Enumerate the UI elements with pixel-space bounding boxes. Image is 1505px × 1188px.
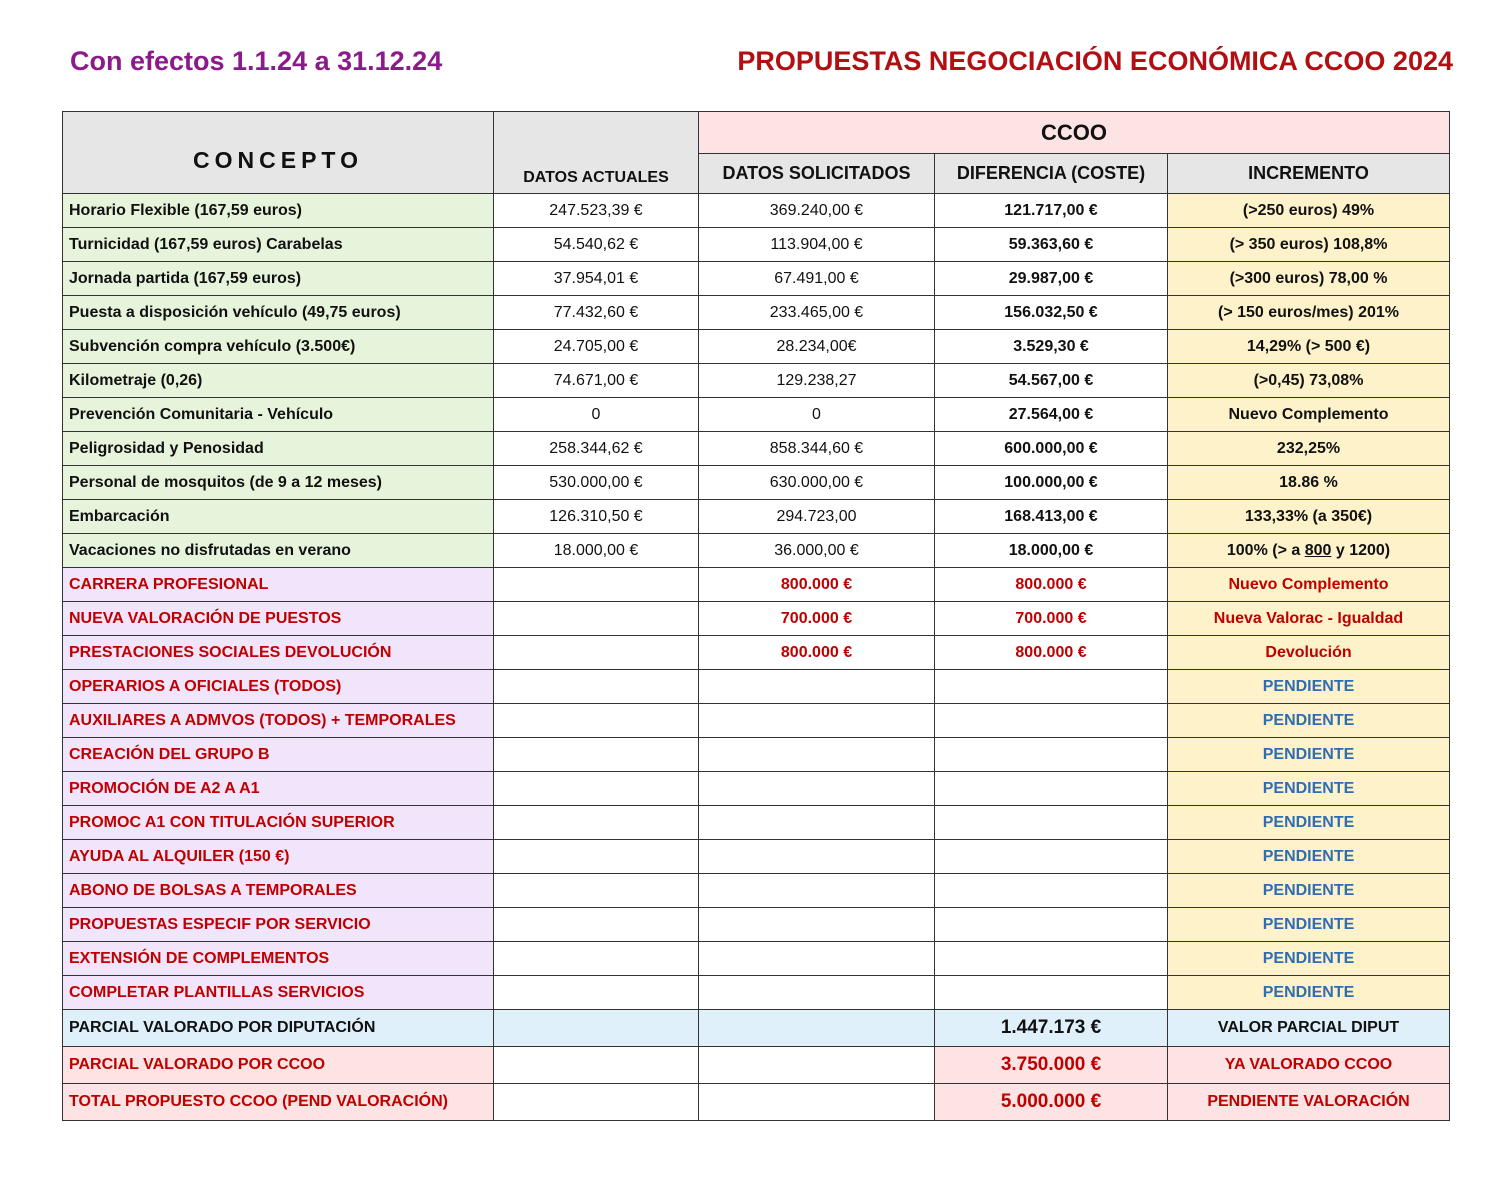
row-diferencia <box>935 704 1168 738</box>
row-diferencia: 700.000 € <box>935 602 1168 636</box>
row-actual: 77.432,60 € <box>494 296 699 330</box>
row-actual <box>494 1084 699 1121</box>
row-solicitado <box>699 1010 935 1047</box>
total-row-ccoo <box>63 1047 1450 1084</box>
row-diferencia <box>935 806 1168 840</box>
header-diferencia: DIFERENCIA (COSTE) <box>935 154 1168 194</box>
row-solicitado <box>699 1084 935 1121</box>
table-row <box>63 806 1450 840</box>
row-diferencia: 29.987,00 € <box>935 262 1168 296</box>
row-incremento: PENDIENTE <box>1168 908 1450 942</box>
row-incremento: Nueva Valorac - Igualdad <box>1168 602 1450 636</box>
row-diferencia: 3.750.000 € <box>935 1047 1168 1084</box>
row-actual <box>494 1047 699 1084</box>
table-row <box>63 772 1450 806</box>
row-solicitado: 113.904,00 € <box>699 228 935 262</box>
row-actual <box>494 840 699 874</box>
row-incremento: PENDIENTE <box>1168 942 1450 976</box>
row-concepto: PARCIAL VALORADO POR DIPUTACIÓN <box>63 1010 494 1047</box>
row-diferencia <box>935 670 1168 704</box>
row-diferencia: 54.567,00 € <box>935 364 1168 398</box>
row-concepto: Horario Flexible (167,59 euros) <box>63 194 494 228</box>
table-row <box>63 534 1450 568</box>
row-incremento: Nuevo Complemento <box>1168 398 1450 432</box>
row-solicitado <box>699 1047 935 1084</box>
row-concepto: AYUDA AL ALQUILER (150 €) <box>63 840 494 874</box>
table-row <box>63 874 1450 908</box>
row-concepto: Subvención compra vehículo (3.500€) <box>63 330 494 364</box>
row-diferencia: 800.000 € <box>935 568 1168 602</box>
table-row <box>63 262 1450 296</box>
row-actual: 24.705,00 € <box>494 330 699 364</box>
row-actual <box>494 874 699 908</box>
row-concepto: Peligrosidad y Penosidad <box>63 432 494 466</box>
row-actual <box>494 602 699 636</box>
row-concepto: Vacaciones no disfrutadas en verano <box>63 534 494 568</box>
incremento-underlined: 800 <box>1304 541 1332 559</box>
row-solicitado: 294.723,00 <box>699 500 935 534</box>
row-diferencia: 3.529,30 € <box>935 330 1168 364</box>
row-solicitado: 0 <box>699 398 935 432</box>
row-concepto: OPERARIOS A OFICIALES (TODOS) <box>63 670 494 704</box>
row-diferencia <box>935 840 1168 874</box>
row-diferencia <box>935 874 1168 908</box>
row-diferencia <box>935 942 1168 976</box>
row-solicitado <box>699 704 935 738</box>
row-actual <box>494 772 699 806</box>
row-actual <box>494 738 699 772</box>
row-solicitado: 67.491,00 € <box>699 262 935 296</box>
row-actual: 74.671,00 € <box>494 364 699 398</box>
row-incremento: PENDIENTE <box>1168 738 1450 772</box>
row-solicitado <box>699 806 935 840</box>
table-row <box>63 432 1450 466</box>
row-solicitado: 858.344,60 € <box>699 432 935 466</box>
row-incremento: (> 350 euros) 108,8% <box>1168 228 1450 262</box>
row-concepto: CARRERA PROFESIONAL <box>63 568 494 602</box>
row-incremento: YA VALORADO CCOO <box>1168 1047 1450 1084</box>
table-row <box>63 908 1450 942</box>
row-diferencia <box>935 738 1168 772</box>
row-incremento <box>1168 534 1450 568</box>
proposals-table <box>62 111 1450 1121</box>
row-incremento: (>250 euros) 49% <box>1168 194 1450 228</box>
row-diferencia: 168.413,00 € <box>935 500 1168 534</box>
row-concepto: Puesta a disposición vehículo (49,75 euros) <box>63 296 494 330</box>
total-row-propuesto <box>63 1084 1450 1121</box>
incremento-text-pre: 100% (> a <box>1226 541 1305 559</box>
row-solicitado: 800.000 € <box>699 568 935 602</box>
row-diferencia: 800.000 € <box>935 636 1168 670</box>
row-incremento: 14,29% (> 500 €) <box>1168 330 1450 364</box>
row-incremento: 232,25% <box>1168 432 1450 466</box>
table-row <box>63 636 1450 670</box>
row-solicitado <box>699 976 935 1010</box>
header-concepto: CONCEPTO <box>63 112 494 194</box>
row-actual: 37.954,01 € <box>494 262 699 296</box>
row-actual: 258.344,62 € <box>494 432 699 466</box>
row-incremento: PENDIENTE <box>1168 670 1450 704</box>
row-diferencia: 59.363,60 € <box>935 228 1168 262</box>
row-solicitado <box>699 908 935 942</box>
table-row <box>63 568 1450 602</box>
row-actual: 247.523,39 € <box>494 194 699 228</box>
row-solicitado <box>699 738 935 772</box>
incremento-text-post: y 1200) <box>1331 541 1391 559</box>
row-diferencia: 121.717,00 € <box>935 194 1168 228</box>
row-incremento: PENDIENTE VALORACIÓN <box>1168 1084 1450 1121</box>
row-concepto: ABONO DE BOLSAS A TEMPORALES <box>63 874 494 908</box>
row-solicitado: 800.000 € <box>699 636 935 670</box>
row-actual <box>494 670 699 704</box>
row-concepto: COMPLETAR PLANTILLAS SERVICIOS <box>63 976 494 1010</box>
row-diferencia <box>935 908 1168 942</box>
row-solicitado: 129.238,27 <box>699 364 935 398</box>
row-concepto: Prevención Comunitaria - Vehículo <box>63 398 494 432</box>
row-incremento: (> 150 euros/mes) 201% <box>1168 296 1450 330</box>
row-incremento: (>300 euros) 78,00 % <box>1168 262 1450 296</box>
row-concepto: PRESTACIONES SOCIALES DEVOLUCIÓN <box>63 636 494 670</box>
row-solicitado <box>699 840 935 874</box>
row-solicitado: 369.240,00 € <box>699 194 935 228</box>
table-row <box>63 228 1450 262</box>
row-concepto: PARCIAL VALORADO POR CCOO <box>63 1047 494 1084</box>
row-incremento: PENDIENTE <box>1168 840 1450 874</box>
row-actual <box>494 704 699 738</box>
row-incremento: Nuevo Complemento <box>1168 568 1450 602</box>
row-concepto: Turnicidad (167,59 euros) Carabelas <box>63 228 494 262</box>
table-row <box>63 704 1450 738</box>
header-ccoo: CCOO <box>699 112 1450 154</box>
row-actual <box>494 1010 699 1047</box>
row-diferencia: 27.564,00 € <box>935 398 1168 432</box>
row-solicitado: 36.000,00 € <box>699 534 935 568</box>
row-diferencia: 156.032,50 € <box>935 296 1168 330</box>
table-row <box>63 976 1450 1010</box>
row-incremento: PENDIENTE <box>1168 976 1450 1010</box>
table-row <box>63 398 1450 432</box>
row-actual: 18.000,00 € <box>494 534 699 568</box>
table-row <box>63 738 1450 772</box>
row-solicitado <box>699 874 935 908</box>
row-actual <box>494 636 699 670</box>
row-concepto: Embarcación <box>63 500 494 534</box>
table-row <box>63 670 1450 704</box>
row-concepto: Kilometraje (0,26) <box>63 364 494 398</box>
row-diferencia <box>935 976 1168 1010</box>
row-actual: 530.000,00 € <box>494 466 699 500</box>
row-diferencia: 600.000,00 € <box>935 432 1168 466</box>
row-diferencia <box>935 772 1168 806</box>
row-concepto: Jornada partida (167,59 euros) <box>63 262 494 296</box>
row-solicitado: 630.000,00 € <box>699 466 935 500</box>
row-concepto: Personal de mosquitos (de 9 a 12 meses) <box>63 466 494 500</box>
row-incremento: PENDIENTE <box>1168 772 1450 806</box>
row-solicitado <box>699 772 935 806</box>
table-row <box>63 840 1450 874</box>
row-actual <box>494 568 699 602</box>
row-incremento: VALOR PARCIAL DIPUT <box>1168 1010 1450 1047</box>
row-actual: 0 <box>494 398 699 432</box>
row-solicitado: 28.234,00€ <box>699 330 935 364</box>
row-diferencia: 18.000,00 € <box>935 534 1168 568</box>
row-concepto: CREACIÓN DEL GRUPO B <box>63 738 494 772</box>
row-actual <box>494 806 699 840</box>
row-incremento: 18.86 % <box>1168 466 1450 500</box>
row-concepto: PROMOC A1 CON TITULACIÓN SUPERIOR <box>63 806 494 840</box>
row-solicitado: 700.000 € <box>699 602 935 636</box>
table-row <box>63 942 1450 976</box>
effective-dates-title: Con efectos 1.1.24 a 31.12.24 <box>70 46 443 76</box>
table-row <box>63 466 1450 500</box>
row-incremento: 133,33% (a 350€) <box>1168 500 1450 534</box>
row-concepto: TOTAL PROPUESTO CCOO (PEND VALORACIÓN) <box>63 1084 494 1121</box>
table-row <box>63 296 1450 330</box>
row-concepto: AUXILIARES A ADMVOS (TODOS) + TEMPORALES <box>63 704 494 738</box>
row-actual <box>494 976 699 1010</box>
row-diferencia: 5.000.000 € <box>935 1084 1168 1121</box>
table-row <box>63 602 1450 636</box>
header-incremento: INCREMENTO <box>1168 154 1450 194</box>
row-incremento: PENDIENTE <box>1168 874 1450 908</box>
row-incremento: Devolución <box>1168 636 1450 670</box>
table-row <box>63 330 1450 364</box>
row-incremento: PENDIENTE <box>1168 704 1450 738</box>
row-concepto: PROPUESTAS ESPECIF POR SERVICIO <box>63 908 494 942</box>
row-diferencia: 1.447.173 € <box>935 1010 1168 1047</box>
total-row-diputacion <box>63 1010 1450 1047</box>
row-actual <box>494 942 699 976</box>
row-solicitado: 233.465,00 € <box>699 296 935 330</box>
row-concepto: NUEVA VALORACIÓN DE PUESTOS <box>63 602 494 636</box>
table-row <box>63 364 1450 398</box>
row-diferencia: 100.000,00 € <box>935 466 1168 500</box>
row-incremento: PENDIENTE <box>1168 806 1450 840</box>
table-row <box>63 500 1450 534</box>
header-datos-actuales: DATOS ACTUALES <box>494 112 699 194</box>
row-solicitado <box>699 670 935 704</box>
row-actual <box>494 908 699 942</box>
row-actual: 126.310,50 € <box>494 500 699 534</box>
header-datos-solicitados: DATOS SOLICITADOS <box>699 154 935 194</box>
row-concepto: EXTENSIÓN DE COMPLEMENTOS <box>63 942 494 976</box>
row-concepto: PROMOCIÓN DE A2 A A1 <box>63 772 494 806</box>
table-row <box>63 194 1450 228</box>
document-title: PROPUESTAS NEGOCIACIÓN ECONÓMICA CCOO 2024 <box>737 46 1453 76</box>
row-actual: 54.540,62 € <box>494 228 699 262</box>
row-incremento: (>0,45) 73,08% <box>1168 364 1450 398</box>
row-solicitado <box>699 942 935 976</box>
